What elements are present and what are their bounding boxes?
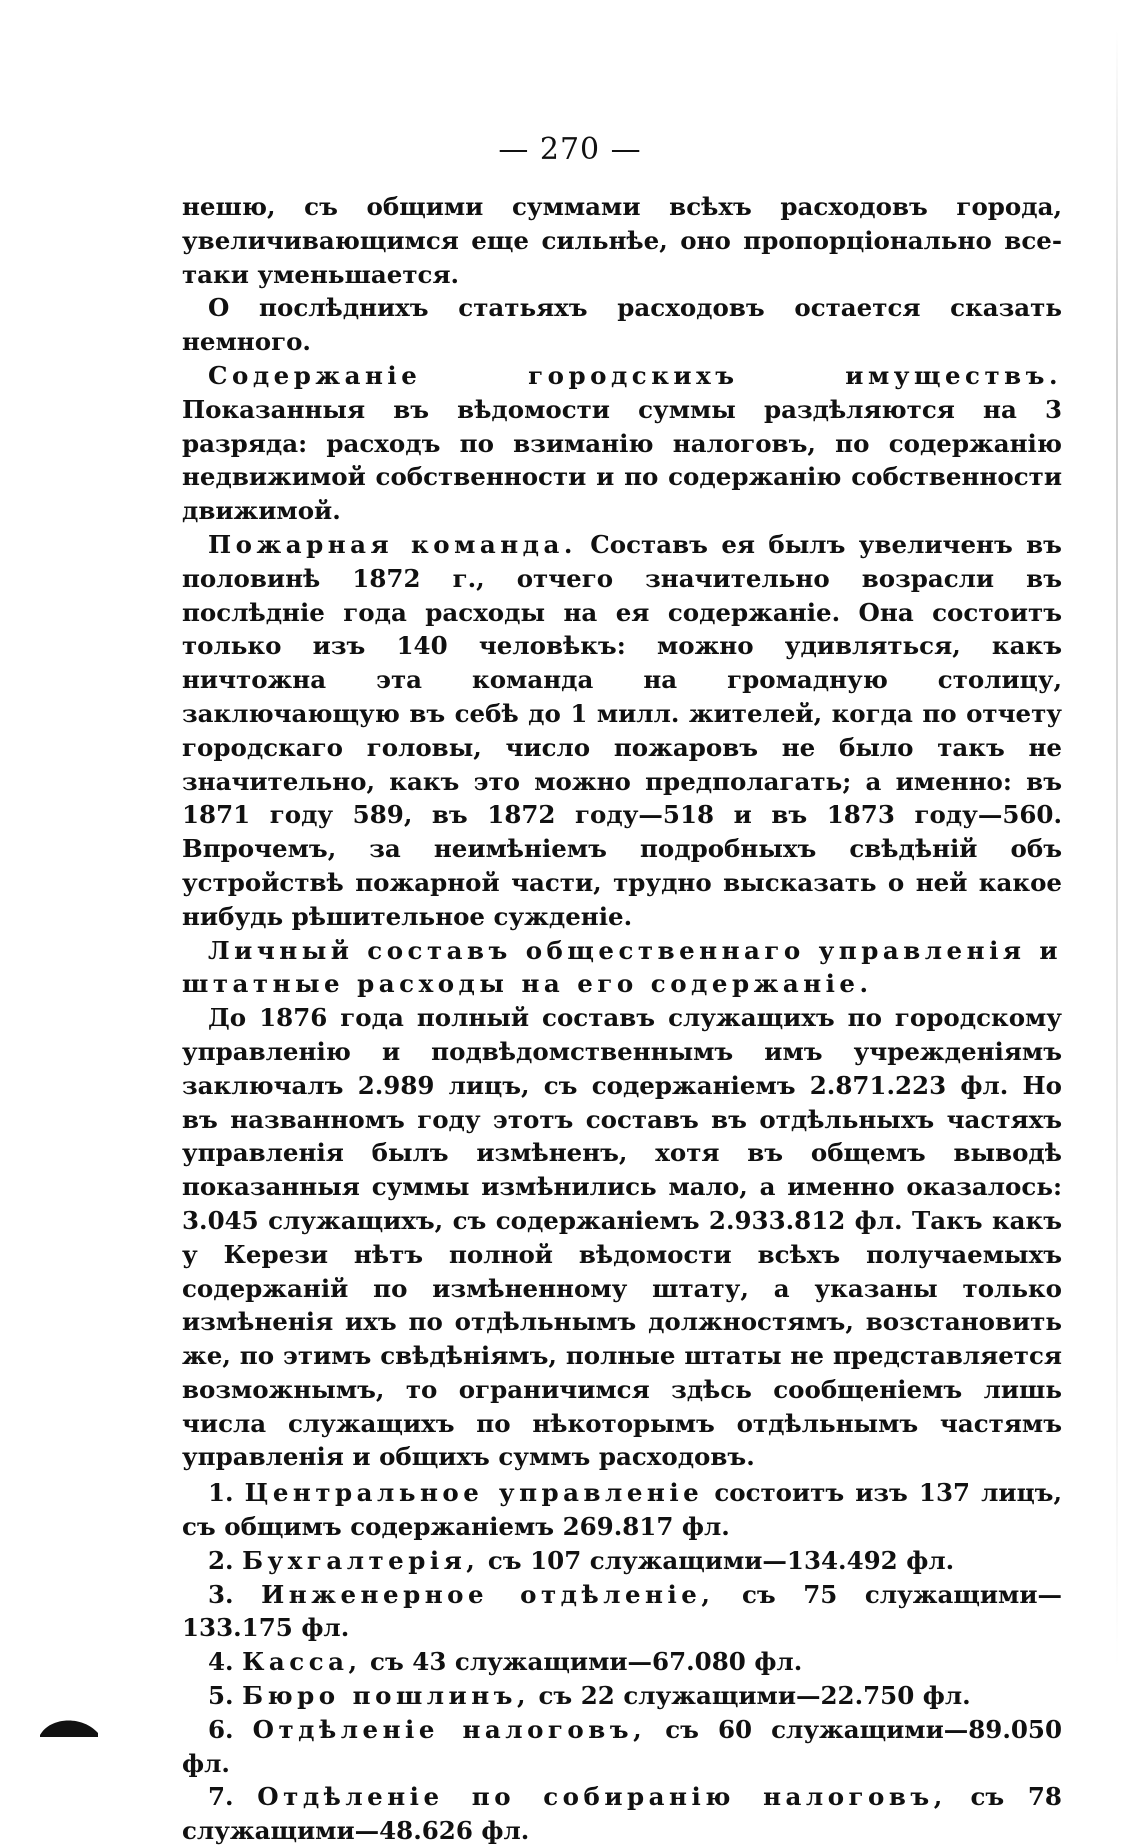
list-item-name: Отдѣленіе по собиранію налоговъ, [257,1782,947,1812]
list-item-details: съ 78 служащими—48.626 фл. [182,1782,1062,1846]
paragraph-property-text: Показанныя въ вѣдомости суммы раздѣляются на 3 разряда: расходъ по взиманію налоговъ, по содержанію недвижимой собственности и по содержанію собственности движимой. [182,394,1062,526]
list-item-number: 5. [208,1681,234,1711]
list-item [182,1476,1062,1544]
list-item-number: 6. [208,1714,234,1744]
list-item-details: состоитъ изъ 137 лицъ, съ общимъ содержаніемъ 269.817 фл. [182,1478,1063,1542]
section-heading-personnel: Личный составъ общественнаго управленія и штатные расходы на его содержаніе. [182,935,1062,999]
list-item-name: Бюро пошлинъ, [242,1681,530,1711]
paragraph-personnel: До 1876 года полный составъ служащихъ по городскому управленію и подвѣдомственнымъ имъ учрежденіямъ заключалъ 2.989 лицъ, съ содержаніемъ 2.871.223 фл. Но въ названномъ году этотъ составъ въ отдѣльныхъ частяхъ управленія былъ измѣненъ, хотя въ общемъ выводѣ показанныя суммы измѣнились мало, а именно оказалось: 3.045 служащихъ, съ содержаніемъ 2.933.812 фл. Такъ какъ у Керези нѣтъ полной вѣдомости всѣхъ получаемыхъ содержаній по измѣненному штату, а указаны только измѣненія ихъ по отдѣльнымъ должностямъ, возстановить же, по этимъ свѣдѣніямъ, полные штаты не представляется возможнымъ, то ограничимся здѣсь сообщеніемъ лишь числа служащихъ по нѣкоторымъ отдѣльнымъ частямъ управленія и общихъ суммъ расходовъ. [182,1003,1062,1472]
paragraph-fire-brigade [182,528,1062,934]
list-item-details: съ 107 служащими—134.492 фл. [479,1545,955,1575]
scan-edge-line [1116,30,1118,1670]
list-item-number: 4. [208,1647,234,1677]
list-item [182,1544,1062,1578]
page-number: — 270 — [498,132,642,167]
section-heading-fire-brigade: Пожарная команда. [208,529,577,559]
list-item-number: 2. [208,1545,234,1575]
department-list [182,1476,1062,1848]
list-item-number: 7. [208,1782,234,1812]
paragraph-property [182,359,1062,528]
list-item-details: съ 22 служащими—22.750 фл. [529,1681,971,1711]
library-stamp-mark [38,1713,100,1737]
list-item [182,1645,1062,1679]
list-item-number: 1. [208,1478,234,1508]
list-item-details: съ 60 служащими—89.050 фл. [182,1714,1063,1778]
list-item-details: съ 75 служащими—133.175 фл. [182,1579,1063,1643]
list-item-number: 3. [208,1579,234,1609]
list-item-name: Бухгалтерія, [242,1545,480,1575]
paragraph-fire-brigade-text: Составъ ея былъ увеличенъ въ половинѣ 1872 г., отчего значительно возрасли въ послѣдніе года расходы на ея содержаніе. Она состоитъ только изъ 140 человѣкъ: можно удивляться, какъ ничтожна эта команда на громадную столицу, заключающую въ себѣ до 1 милл. жителей, когда по отчету городскаго головы, число пожаровъ не было такъ не значительно, какъ это можно предполагать; а именно: въ 1871 году 589, въ 1872 году—518 и въ 1873 году—560. Впрочемъ, за неимѣніемъ подробныхъ свѣдѣній объ устройствѣ пожарной части, трудно высказать о ней какое нибудь рѣшительное сужденіе. [182,529,1062,931]
list-item [182,1780,1062,1848]
list-item [182,1578,1062,1646]
list-item-details: съ 43 служащими—67.080 фл. [361,1647,803,1677]
page-body [182,190,1062,1848]
list-item-name: Касса, [242,1647,362,1677]
list-item-name: Центральное управленіе [244,1478,704,1508]
list-item [182,1679,1062,1713]
paragraph-continuation: нешю, съ общими суммами всѣхъ расходовъ города, увеличивающимся еще сильнѣе, оно пропорціонально все-таки уменьшается. [182,192,1062,289]
section-heading-property: Содержаніе городскихъ имуществъ. [208,360,1062,390]
list-item [182,1713,1062,1781]
list-item-name: Инженерное отдѣленіе, [261,1579,715,1609]
paragraph-intro: О послѣднихъ статьяхъ расходовъ остается сказать немного. [182,293,1062,357]
list-item-name: Отдѣленіе налоговъ, [252,1714,647,1744]
